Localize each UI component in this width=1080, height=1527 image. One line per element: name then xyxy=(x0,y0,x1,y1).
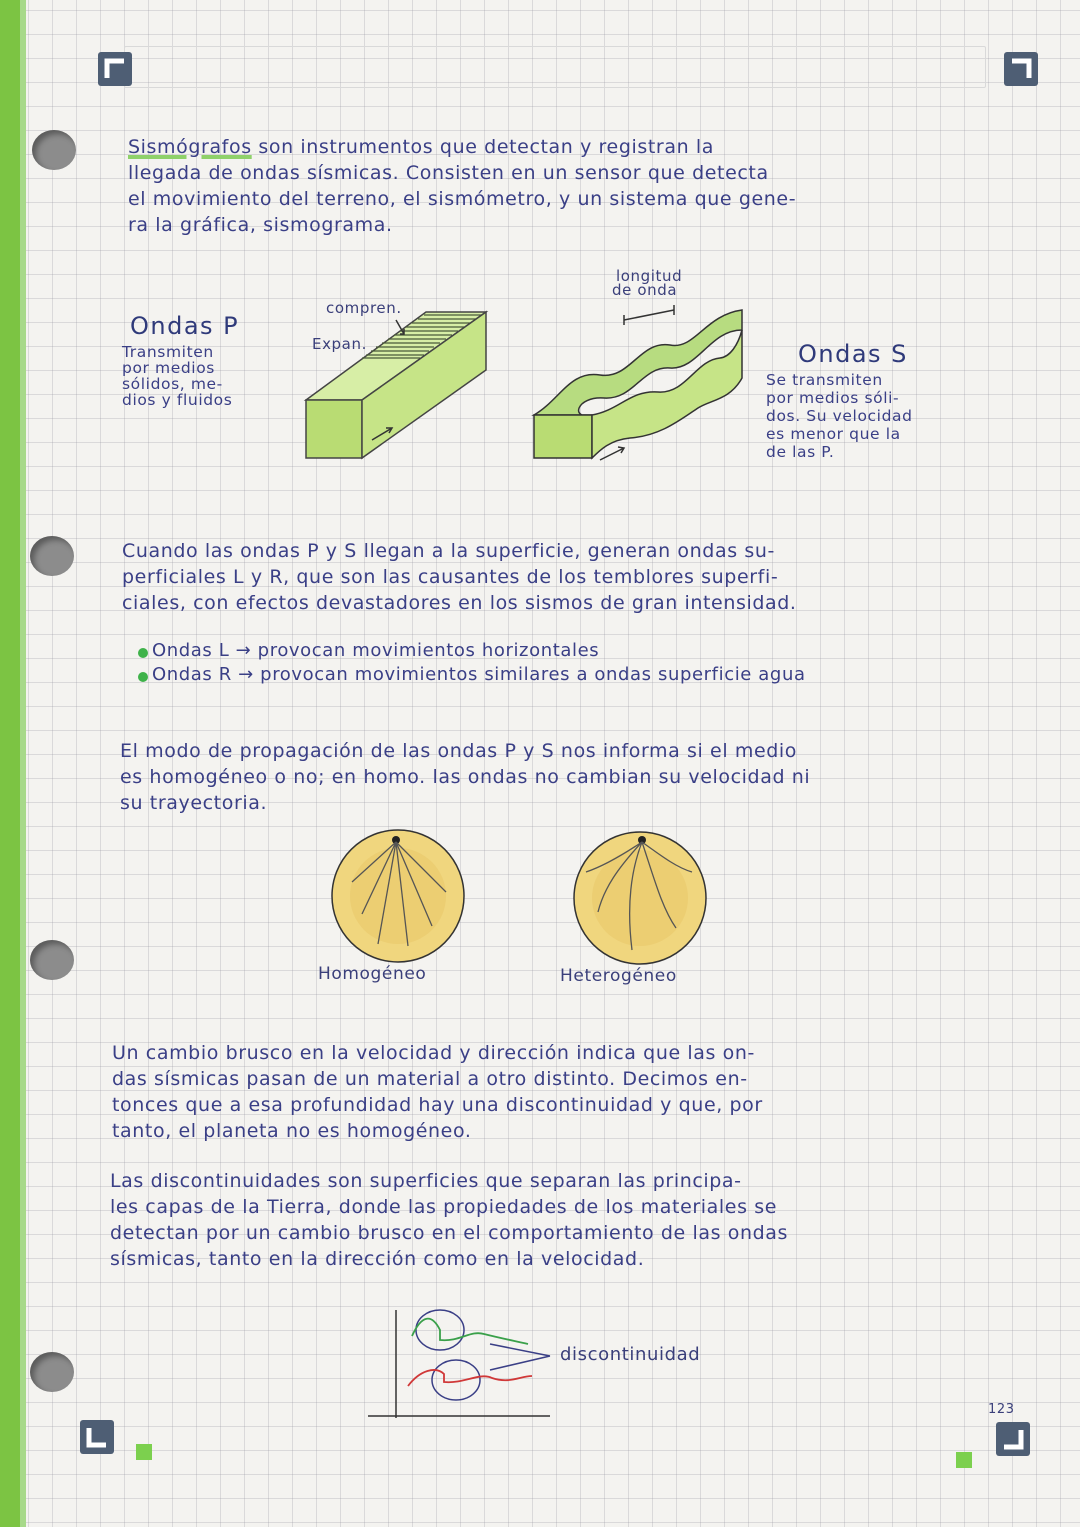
paragraph-discontinuidades-line-1: Las discontinuidades son superficies que separan las principa- xyxy=(110,1170,742,1192)
onda-s-desc-2: por medios sóli- xyxy=(766,389,900,407)
paragraph-cambio-brusco-line-1: Un cambio brusco en la velocidad y dirección indica que las on- xyxy=(112,1042,755,1064)
onda-s-desc-4: es menor que la xyxy=(766,425,901,443)
paragraph-propagacion-line-2: es homogéneo o no; en homo. las ondas no cambian su velocidad ni xyxy=(120,766,811,788)
paragraph-propagacion-line-3: su trayectoria. xyxy=(120,792,268,814)
paragraph-cambio-brusco-line-4: tanto, el planeta no es homogéneo. xyxy=(112,1120,472,1142)
paragraph-sismografos-line-4: ra la gráfica, sismograma. xyxy=(128,214,393,236)
punch-hole xyxy=(30,1352,74,1392)
label-homogeneo: Homogéneo xyxy=(318,964,427,984)
bullet-ondas-l: Ondas L → provocan movimientos horizontales xyxy=(152,640,600,661)
label-expan: Expan. xyxy=(312,335,367,353)
onda-p-block-illustration xyxy=(296,300,496,465)
corner-mark-top-left xyxy=(98,52,132,86)
label-longitud-1: longitud xyxy=(616,267,683,285)
corner-mark-top-right xyxy=(1004,52,1038,86)
label-compren: compren. xyxy=(326,299,402,317)
punch-hole xyxy=(32,130,76,170)
onda-p-title: Ondas P xyxy=(130,312,240,340)
bullet-dot xyxy=(138,648,148,658)
punch-hole xyxy=(30,940,74,980)
corner-mark-bottom-right xyxy=(996,1422,1030,1456)
green-square-mark xyxy=(956,1452,972,1468)
paragraph-ondas-superficiales-line-3: ciales, con efectos devastadores en los sismos de gran intensidad. xyxy=(122,592,797,614)
paragraph-sismografos-line-3: el movimiento del terreno, el sismómetro, y un sistema que gene- xyxy=(128,188,797,210)
bullet-ondas-r: Ondas R → provocan movimientos similares a ondas superficie agua xyxy=(152,664,806,685)
label-discontinuidad: discontinuidad xyxy=(560,1344,701,1365)
header-box xyxy=(124,46,986,88)
punch-hole xyxy=(30,536,74,576)
page-number: 123 xyxy=(988,1402,1015,1417)
globe-heterogeneous xyxy=(568,828,718,968)
globe-homogeneous xyxy=(326,826,476,966)
onda-s-desc-3: dos. Su velocidad xyxy=(766,407,913,425)
onda-p-desc-1: Transmiten xyxy=(122,343,214,361)
onda-p-desc-3: sólidos, me- xyxy=(122,375,223,393)
onda-s-title: Ondas S xyxy=(798,340,908,368)
paragraph-ondas-superficiales-line-2: perficiales L y R, que son las causantes de los temblores superfi- xyxy=(122,566,779,588)
green-square-mark xyxy=(136,1444,152,1460)
margin-green-strip xyxy=(0,0,20,1527)
onda-s-wave-illustration xyxy=(530,300,750,470)
term-sismografos: Sismógrafos xyxy=(128,136,252,158)
onda-s-desc-1: Se transmiten xyxy=(766,371,883,389)
paragraph-ondas-superficiales-line-1: Cuando las ondas P y S llegan a la superficie, generan ondas su- xyxy=(122,540,775,562)
label-heterogeneo: Heterogéneo xyxy=(560,966,677,986)
paragraph-discontinuidades-line-2: les capas de la Tierra, donde las propiedades de los materiales se xyxy=(110,1196,778,1218)
paragraph-cambio-brusco-line-2: das sísmicas pasan de un material a otro distinto. Decimos en- xyxy=(112,1068,748,1090)
paragraph-cambio-brusco-line-3: tonces que a esa profundidad hay una discontinuidad y que, por xyxy=(112,1094,763,1116)
onda-s-desc-5: de las P. xyxy=(766,443,835,461)
paragraph-sismografos-line-2: llegada de ondas sísmicas. Consisten en un sensor que detecta xyxy=(128,162,769,184)
onda-p-desc-2: por medios xyxy=(122,359,215,377)
paragraph-discontinuidades-line-4: sísmicas, tanto en la dirección como en la velocidad. xyxy=(110,1248,645,1270)
corner-mark-bottom-left xyxy=(80,1420,114,1454)
label-longitud-2: de onda xyxy=(612,281,678,299)
paragraph-propagacion-line-1: El modo de propagación de las ondas P y S nos informa si el medio xyxy=(120,740,798,762)
paragraph-discontinuidades-line-3: detectan por un cambio brusco en el comportamiento de las ondas xyxy=(110,1222,788,1244)
paragraph-sismografos-line-1: Sismógrafos son instrumentos que detectan y registran la xyxy=(128,136,714,158)
margin-green-strip-light xyxy=(20,0,26,1527)
onda-p-desc-4: dios y fluidos xyxy=(122,391,233,409)
bullet-dot xyxy=(138,672,148,682)
discontinuity-graph-sketch xyxy=(360,1300,560,1430)
